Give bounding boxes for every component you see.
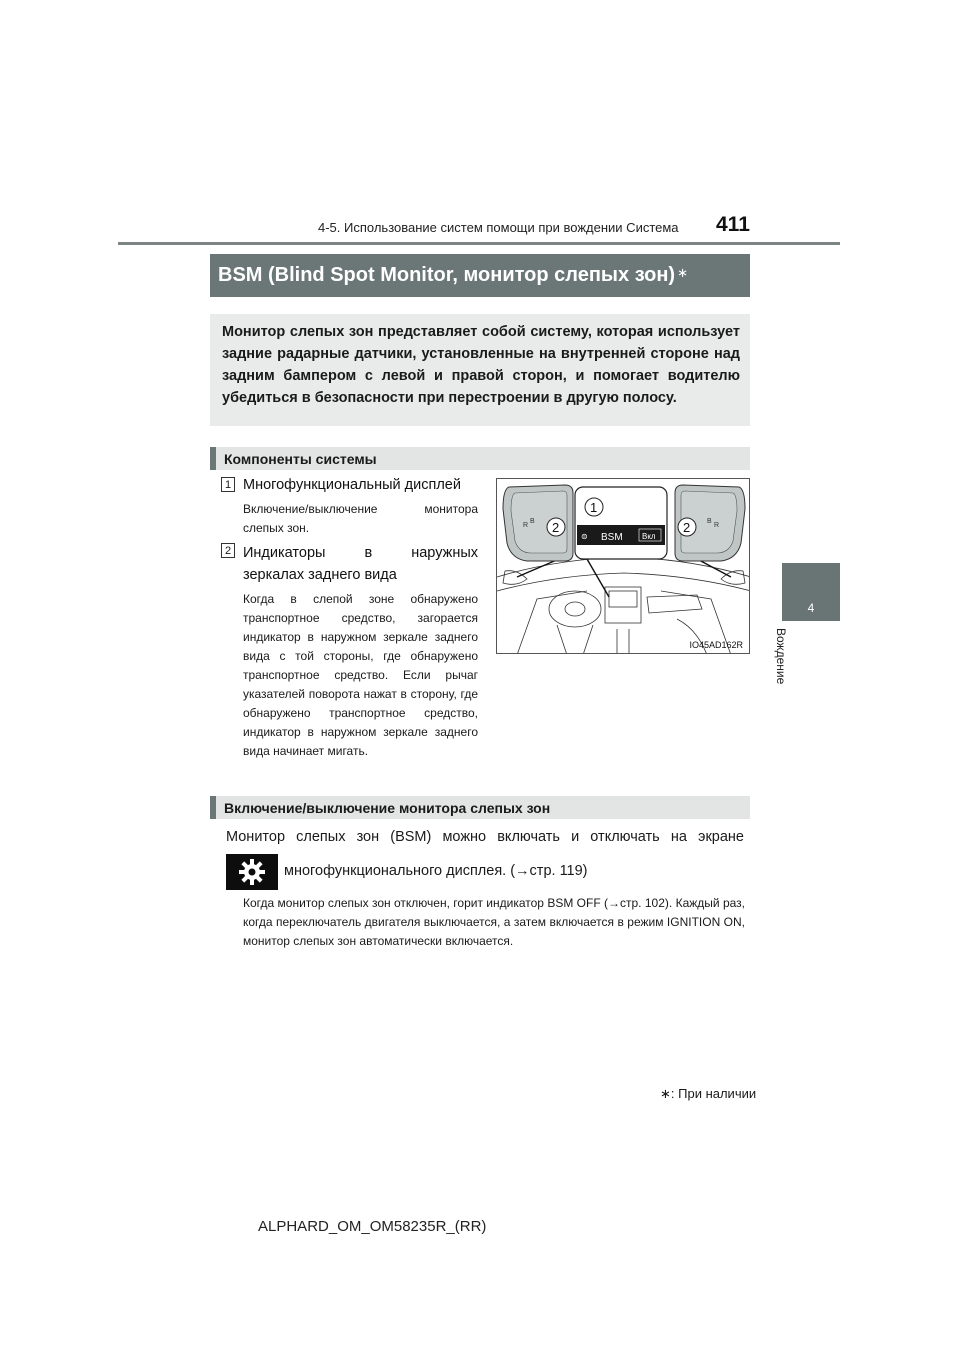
page-number: 411 bbox=[716, 213, 750, 236]
toggle-text-line1: Монитор слепых зон (BSM) можно включать и отключать на экране bbox=[226, 829, 744, 845]
dashboard-drawing bbox=[497, 479, 750, 654]
display-callout-number: 1 bbox=[590, 500, 598, 515]
left-mirror bbox=[503, 485, 573, 561]
dashboard-illustration bbox=[496, 478, 750, 654]
intro-box: Монитор слепых зон представляет собой систему, которая использует задние радарные датчики, установленные на внутренней стороне над задним бампером с левой и правой сторон, и помогает водителю убедиться в безопасности при перестроении в другую полосу. bbox=[210, 314, 750, 426]
toggle-text-line2: многофункционального дисплея. (→стр. 119) bbox=[284, 863, 588, 879]
item-desc-2: Когда в слепой зоне обнаружено транспортное средство, загорается индикатор в наружном зеркале заднего вида с той стороны, где обнаружено транспортное средство. Если рычаг указателей поворота нажат в сторону, где обнаружено транспортное средство, индикатор в наружном зеркале заднего вида начинает мигать. bbox=[243, 592, 478, 758]
footnote: ∗: При наличии bbox=[660, 1086, 757, 1101]
toggle-note: Когда монитор слепых зон отключен, горит индикатор BSM OFF (→стр. 102). Каждый раз, когда переключатель двигателя выключается, а затем включается в режим IGNITION ON, монитор слепых зон автоматически включается. bbox=[243, 896, 745, 948]
item-title-2-line2: зеркалах заднего вида bbox=[243, 567, 397, 583]
document-code: ALPHARD_OM_OM58235R_(RR) bbox=[258, 1218, 487, 1235]
header-divider bbox=[118, 242, 840, 245]
svg-text:R: R bbox=[523, 522, 529, 529]
header-section-title: 4-5. Использование систем помощи при вождении Система bbox=[318, 220, 679, 235]
chapter-tab[interactable] bbox=[782, 563, 840, 621]
gear-icon bbox=[237, 857, 267, 887]
item-desc-1: Включение/выключение монитора слепых зон. bbox=[243, 502, 478, 535]
title-asterisk: ∗ bbox=[677, 264, 688, 280]
display-bsm-label: BSM bbox=[601, 532, 623, 543]
item-title-2-line1: Индикаторы в наружных bbox=[243, 545, 478, 561]
page-title bbox=[210, 254, 750, 297]
mirror-callout-left: 2 bbox=[552, 520, 560, 535]
svg-text:B: B bbox=[530, 518, 535, 525]
settings-badge bbox=[226, 854, 278, 890]
mirror-callout-right: 2 bbox=[683, 520, 691, 535]
item-title-1: Многофункциональный дисплей bbox=[243, 477, 461, 493]
chapter-label: Вождение bbox=[774, 628, 788, 685]
right-mirror bbox=[675, 485, 745, 561]
display-callout bbox=[575, 487, 667, 559]
chapter-label-box bbox=[774, 628, 804, 718]
display-state: Вкл bbox=[642, 532, 656, 541]
svg-text:⊜: ⊜ bbox=[581, 532, 588, 541]
figure-code: IO45AD162R bbox=[689, 640, 743, 650]
svg-text:B: B bbox=[707, 518, 712, 525]
item-number-2: 2 bbox=[221, 543, 235, 558]
chapter-number: 4 bbox=[807, 601, 815, 615]
section-heading-components: Компоненты системы bbox=[210, 447, 750, 470]
svg-text:R: R bbox=[714, 522, 720, 529]
page-title-text: BSM (Blind Spot Monitor, монитор слепых зон) bbox=[218, 264, 676, 286]
item-number-1: 1 bbox=[221, 477, 235, 492]
section-heading-toggle: Включение/выключение монитора слепых зон bbox=[210, 796, 750, 819]
